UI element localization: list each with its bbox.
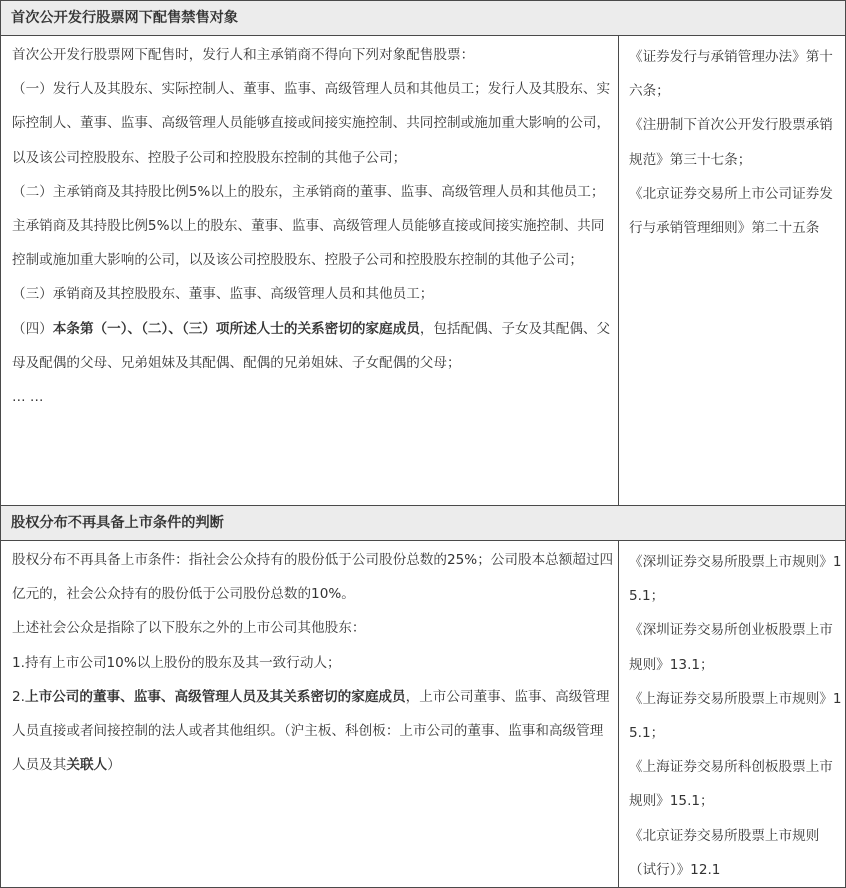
section2-item2 bbox=[12, 680, 614, 783]
section1-item3: （三）承销商及其控股股东、董事、监事、高级管理人员和其他员工； bbox=[12, 286, 434, 303]
section2-content bbox=[1, 541, 619, 888]
section2-header-row bbox=[1, 506, 846, 541]
section1-content bbox=[1, 36, 619, 506]
section1-item4-bold: 本条第（一）、（二）、（三）项所述人士的关系密切的家庭成员 bbox=[52, 320, 420, 337]
section2-ref-5: 《北京证券交易所股票上市规则（试行）》12.1 bbox=[629, 827, 820, 878]
section1-ref-3: 《北京证券交易所上市公司证券发行与承销管理细则》第二十五条 bbox=[629, 185, 833, 237]
section1-body-row bbox=[1, 36, 846, 506]
section1-header-row bbox=[1, 1, 846, 36]
section1-ref-1: 《证券发行与承销管理办法》第十六条； bbox=[629, 49, 833, 100]
section2-item2-bold: 上市公司的董事、监事、高级管理人员及其关系密切的家庭成员 bbox=[24, 688, 406, 705]
section2-item2-rest: ，上市公司董事、监事、高级管理人员直接或者间接控制的法人或者其他组织。（沪主板、科创板：上市公司的董事、监事和高级管理人员及其 bbox=[12, 688, 610, 774]
section2-para1: 股权分布不再具备上市条件：指社会公众持有的股份低于公司股份总数的25%；公司股本总额超过四亿元的，社会公众持有的股份低于公司股份总数的10%。 bbox=[12, 552, 614, 603]
section1-header: 首次公开发行股票网下配售禁售对象 bbox=[1, 1, 846, 36]
section1-ellipsis: … … bbox=[12, 389, 44, 406]
section2-ref-1: 《深圳证券交易所股票上市规则》15.1； bbox=[629, 554, 842, 605]
section2-item2-close: ） bbox=[107, 757, 121, 774]
section1-item2: （二）主承销商及其持股比例5%以上的股东，主承销商的董事、监事、高级管理人员和其他员工；主承销商及其持股比例5%以上的股东、董事、监事、高级管理人员能够直接或间接实施控制、共同控制或施加重大影响的公司，以及该公司控股股东、控股子公司和控股股东控制的其他子公司； bbox=[12, 183, 605, 269]
section2-ref-2: 《深圳证券交易所创业板股票上市规则》13.1； bbox=[629, 622, 833, 673]
section2-ref-3: 《上海证券交易所股票上市规则》15.1； bbox=[629, 690, 842, 742]
section1-item4-rest: ，包括配偶、子女及其配偶、父母及配偶的父母、兄弟姐妹及其配偶、配偶的兄弟姐妹、子女配偶的父母； bbox=[12, 320, 611, 371]
section2-item1: 1.持有上市公司10%以上股份的股东及其一致行动人； bbox=[12, 654, 341, 671]
section2-item2-prefix: 2. bbox=[12, 688, 25, 705]
section2-item2-bold-end: 关联人 bbox=[66, 757, 108, 774]
section2-para2: 上述社会公众是指除了以下股东之外的上市公司其他股东： bbox=[12, 620, 366, 637]
section1-item4 bbox=[12, 312, 614, 380]
section1-references bbox=[619, 36, 846, 506]
section2-body-row bbox=[1, 541, 846, 888]
section1-item4-prefix: （四） bbox=[12, 320, 53, 337]
section2-header: 股权分布不再具备上市条件的判断 bbox=[1, 506, 846, 541]
section2-ref-4: 《上海证券交易所科创板股票上市规则》15.1； bbox=[629, 759, 833, 810]
section1-intro: 首次公开发行股票网下配售时，发行人和主承销商不得向下列对象配售股票： bbox=[12, 47, 475, 63]
section1-item1: （一）发行人及其股东、实际控制人、董事、监事、高级管理人员和其他员工；发行人及其股东、实际控制人、董事、监事、高级管理人员能够直接或间接实施控制、共同控制或施加重大影响的公司，以及该公司控股股东、控股子公司和控股股东控制的其他子公司； bbox=[12, 81, 611, 166]
section1-ref-2: 《注册制下首次公开发行股票承销规范》第三十七条； bbox=[629, 117, 833, 168]
section2-references bbox=[619, 541, 846, 888]
